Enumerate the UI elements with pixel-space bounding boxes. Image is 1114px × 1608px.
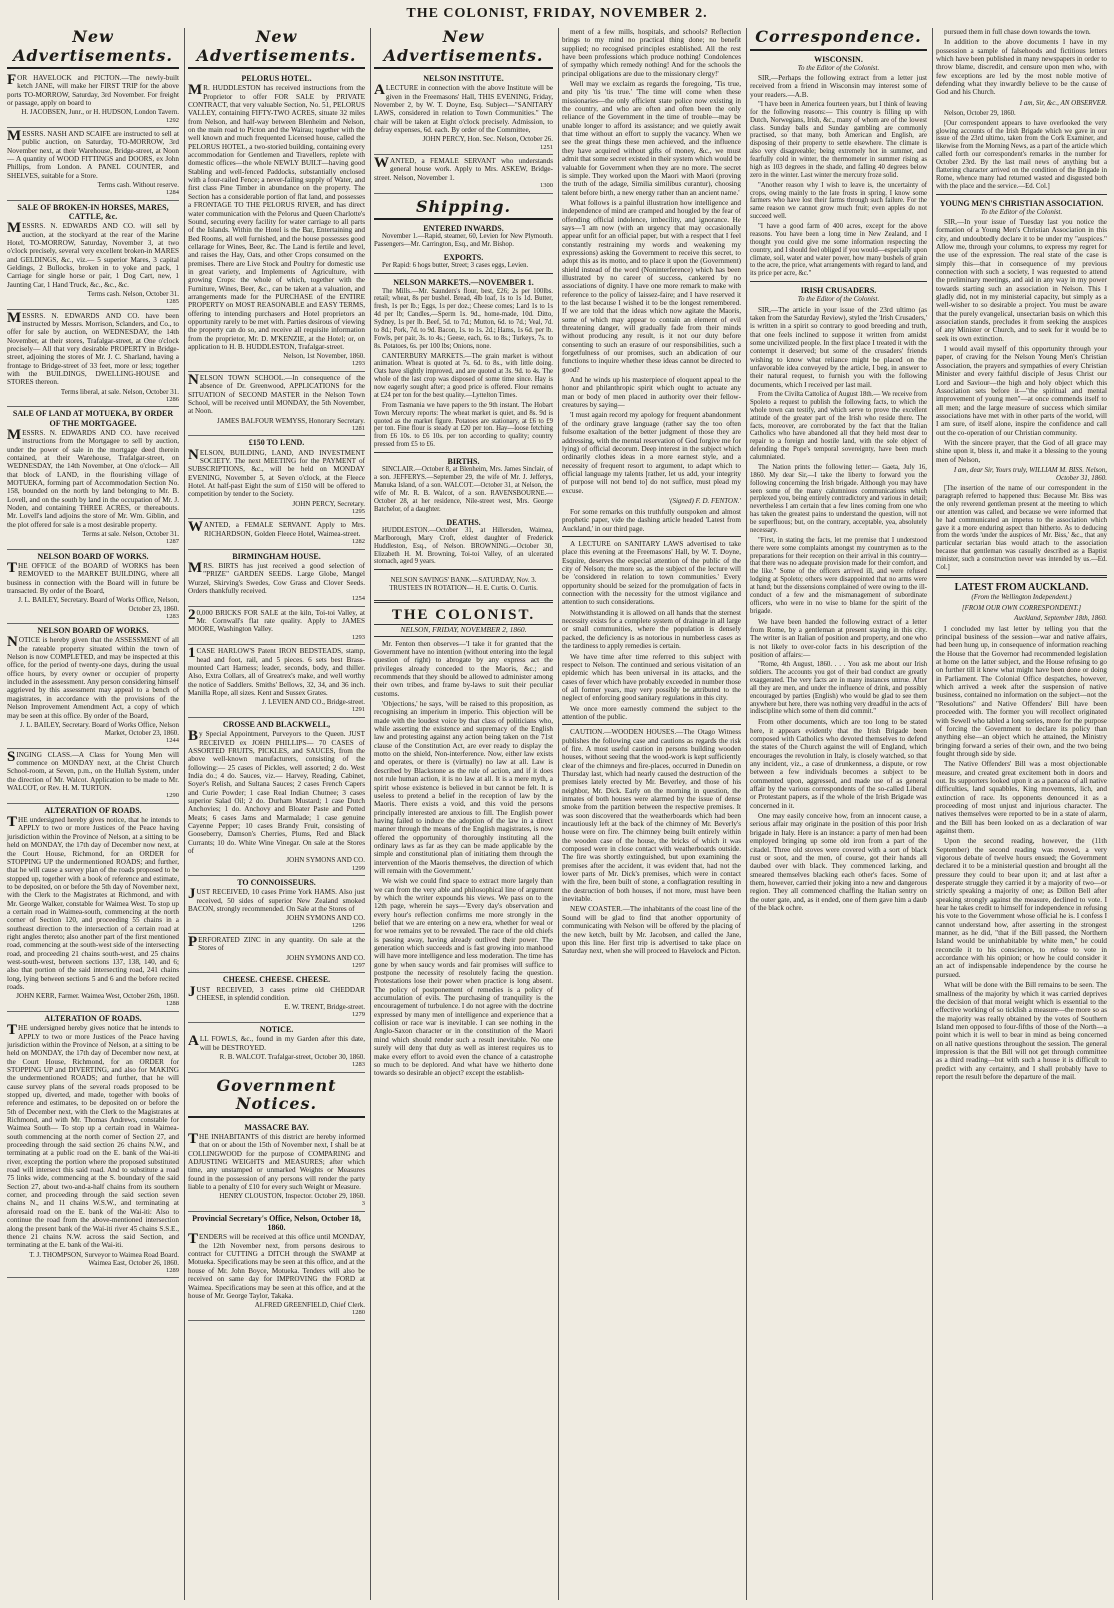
ad-number: 1289 [166, 1266, 179, 1274]
sanitary-lecture-p2: Notwithstanding it is allowed on all hands that the sternest necessity exists for a complete system of drainage in all large or small communities, where the population is densely packed, the deficiency is as notorious in numberless cases as the tardiness to apply remedies is certain. [562, 608, 741, 651]
ad-signature: JAMES BALFOUR WEMYSS, Honorary Secretary. [217, 416, 365, 425]
ad-title: NOTICE. [259, 1024, 294, 1034]
ad-number: 1280 [352, 1309, 365, 1317]
markets-text: The Mills.—Mr. Saunders's flour, best, £26; 2s per 100lbs. retail; wheat, 8s per bushel. Bread, 4lb loaf, 1s to 1s 1d. Butter, fresh, 1s per lb.; Eggs, 1s per doz.; Cheese comes; Lard 1s to 1s 4d per lb; Candles,—Sperm 1s. 9d., home-made, 10d. Ditto, Sydney, 1s per lb. Beef, 5d. to 7d.; Mutton, 6d. to 7d.; Veal, 7d. to 8d.; Pork, 7d. to 9d. Bacon, 1s. to 1s. 2d.; Hams, 1s 6d. per lb. Fowls, per pair, 3s. to 4s.; Geese, each, 6s. to 8s.; Turkeys, 7s. to 8s. Potatoes, 6s. per 100 lbs; Onions, none. [374, 287, 553, 350]
ad-signature: R. B. WALCOT. Trafalgar-street, October 30, 1860. [219, 1052, 365, 1061]
ad-body: MESSRS. N. EDWARDS AND CO. have been instructed by Messrs. Morrison, Sclanders, and Co., to offer for sale by auction, on WEDNESDAY, the 14th November, at their stores, Trafalgar-street, at One o'clock precisely— All that very desirable PROPERTY in Bridge-street, adjoining the stores of Mr. J. C. Sharland, having a frontage to Bridge-street of 33 feet, more or less; together with the BUILDINGS, DWELLING-HOUSE and STORES thereon. [7, 309, 179, 387]
advertisement [188, 973, 365, 1023]
auckland-correspondent: [FROM OUR OWN CORRESPONDENT.] [961, 603, 1082, 612]
ad-signature: HENRY CLOUSTON, Inspector. October 29, 1860. [219, 1192, 365, 1201]
editorial-c4: And he winds up his masterpiece of eloquent appeal to the honor and philanthropic spirit which ought to actuate any man or body of men placed in authority over their fellow-creatures by saying— [562, 376, 741, 410]
ad-body: THE undersigned hereby gives notice, that he intends to APPLY to two or more Justices of the Peace having jurisdiction within the Province of Nelson, at a sitting to be held on MONDAY, the 17th day of December now next, at the Court House, Richmond, for an ORDER for STOPPING UP the undermentioned ROADS; and further, that he will cause a survey plan of the roads proposed to be stopped up, together with a book of reference and estimate, to be deposited, on or before the 5th day of November next, with the Clerk to the Magistrates at Richmond, and with Mr. George Walker, constable for Waimea West. To stop up a certain road in Waimea-south, commencing at the north corner of Section 120, and proceeding 55 chains in a southeast direction to the intersection of a certain road at right angles thereto; also another part of the first mentioned road, commencing at the south-west side of the intersecting road, and proceeding 21 chains south-west, and 25 chains west-south-west, between sections 137, 138, 140, and 6; also that portion of the said intersecting road, 241 chains long, lying between sections 5 and 6 and the before recited roads. [7, 814, 179, 991]
auckland-p4: What will be done with the Bill remains to be seen. The smallness of the majority by which it was carried deprives the decision of that moral weight which is essential to the effective working of so ticklish a measure—the more so as the majority was really obtained by the votes of Southern Island men opposed to four-fifths of those of the North—a point which it is well to bear in mind as being concerned on all native questions throughout the session. The general impression is that the Bill will not get through committee as a third reading—but with such a house it is difficult to predict with any certainty, and I shall probably have to report the result before the departure of the mail. [936, 981, 1107, 1081]
advertisement [7, 804, 179, 1012]
irish-p2: From the Civilta Cattolica of August 18th.— We receive from Spoleto a request to publish the following facts, to which the whole town can testify, and which serve to prove the excellent attitude of the greater part of the Irish who reside there. The facts, moreover, are corroborated by the fact that the Italian Catholics who have abandoned all that they held most dear to repair to a foreign and hostile land, with the sole object of defending the Pope's temporal sovereignty, have been much calumniated. [750, 391, 927, 462]
ad-signature: JOHN PERCY, Secretary. [292, 499, 365, 508]
ad-signature: JOHN SYMONS AND CO. [286, 953, 365, 962]
entered-title: ENTERED INWARDS. [423, 224, 504, 234]
column-6 [932, 28, 1110, 1600]
caution-wooden-houses: CAUTION.—WOODEN HOUSES.—The Otago Witness publishes the following case and cautions as regards the risk of fire. A most useful caution in persons building wooden houses, without seeing that the wood-work is kept sufficiently clear of the chimneys and fire-places, occurred in Dunedin on Thursday last, which had nearly caused the destruction of the premises lately erected by Mr. Beverley, and those of his neighbor, Mr. Dick. Early on the morning in question, the inmates of both houses were alarmed by the issue of dense smoke from the partition between the respective premises. It was soon discovered that the weatherboards which had been incautiously left at the back of the chimney of Mr. Beverly's house were on fire. The chimney being built entirely within the wooden case of the house, the bricks of which it was composed were in close contact with weatherboards outside. The fire was shortly extinguished, but upon examining the premises after the accident, it was evident that, had not the lower parts of Mr. Dick's premises, which were in contact with the fire, been built of stone, a conflagration resulting in the destruction of both houses, if not more, must have been inevitable. [562, 728, 741, 904]
new-ads-header: New Advertisements. [7, 28, 179, 69]
sanitary-lecture-p4: We once more earnestly commend the subject to the attention of the public. [562, 704, 741, 721]
ad-number: 1279 [352, 1011, 365, 1019]
sanitary-lecture-p1: A LECTURE on SANITARY LAWS advertised to take place this evening at the Freemasons' Hall, by W. T. Doyne, Esquire, deserves the especial attention of the public of the city of Nelson; the more so, as the subject of the lecture will be 'considered in relation to town communities.' Every opportunity should be seized for the promulgation of facts in connection with the necessity for the utmost vigilance and attention to such considerations. [562, 540, 741, 607]
auckland-date: Auckland, September 18th, 1860. [1014, 613, 1107, 622]
ad-body: JUST RECEIVED, 10 cases Prime York HAMS. Also just received, 50 sides of superior New Zealand smoked BACON, strongly recommended. On Sale at the Stores of [188, 886, 365, 913]
ad-list [374, 72, 553, 194]
observer-p2: In addition to the above documents I have in my possession a sample of falsehoods and fictitious letters which have been published in many newspapers in order to throw blame, discredit, and censure upon men who, with few exceptions are led by the most noble motive of defending what they inwardly believe to be the cause of God and his Church. [936, 38, 1107, 97]
shipping-header: Shipping. [374, 198, 553, 221]
ad-body: By Special Appointment, Purveyors to the Queen. JUST RECEIVED ex JOHN PHILLIPS— 70 CASES of ASSORTED FRUITS, PICKLES, and SAUCES, from the above well-known manufacturers, consisting of the following:— 25 cases of Pickles, well assorted; 2 do. West India do.; 4 do. Sauces, viz.— Harvey, Reading, Cabinet, Soyer's Relish, and Sultana Sauces; 2 cases French Capers and Curie Powder; 1 case Real Indian Chutnee; 3 cases superior Salad Oil; 2 do. Durham Mustard; 1 case Dutch Anchovies; 1 do. Anchovy and Bloater Paste and Potted Meats; 6 cases Jams and Marmalade; 1 case genuine Cayenne Pepper; 10 cases Brandy Fruit, consisting of Gooseberry, Damson's Cherries, Plums, Red and Black Currants; 10 do. White Wine Vinegar. On sale at the Stores of [188, 728, 365, 856]
ad-title: CHEESE. CHEESE. CHEESE. [222, 975, 331, 985]
ad-signature: J. L. BAILEY, Secretary. Board of Works Office, Nelson, October 23, 1860. [18, 596, 179, 613]
births-title: BIRTHS. [447, 457, 480, 467]
ymca-p2: I would avail myself of this opportunity through your paper, of craving for the Nelson Young Men's Christian Association, the prayers and sympathies of every Christian Minister and every faithful disciple of Jesus Christ our Lord and Saviour—the high and holy object which this Association sets before it—"the spiritual and mental improvement of young men"—at once commends itself to all men; and the large measure of success which similar associations have met with in other parts of the world, will I am sure, of itself alone, inspire the confidence and call out the co-operation of our Christian community. [936, 345, 1107, 437]
masthead: THE COLONIST, FRIDAY, NOVEMBER 2. [406, 6, 708, 21]
ad-body: NELSON, BUILDING, LAND, AND INVESTMENT SOCIETY. The next MEETING for the PAYMENT of SUBSCRIPTIONS, &c., will be held on MONDAY EVENING, November 5, at Seven o'clock, at the Fleece Hotel. At half-past Eight the sum of £150 will be offered to competition by tender to the Society. [188, 446, 365, 499]
advertisement [188, 645, 365, 718]
editorial-c6: For some remarks on this truthfully outspoken and almost prophetic paper, vide the dashing article headed 'Latest from Auckland,' in our third page. [562, 508, 741, 533]
ad-number: 1283 [166, 612, 179, 620]
new-coaster: NEW COASTER.—The inhabitants of the coast line of the Sound will be glad to find that another opportunity of communicating with Nelson will be offered by the placing of the new ketch, built by Mr. Jacobsen, and called the Jane, upon this line. Her first trip is advertised to take place on Saturday next, when she will proceed to Havelock and Picton. [562, 905, 741, 956]
ad-number: 1299 [352, 864, 365, 872]
ymca-signature: I am, dear Sir, Yours truly, WILLIAM M. BISS. Nelson, October 31, 1860. [953, 465, 1107, 483]
observer-p1: pursued them in full chase down towards the town. [944, 28, 1091, 36]
ad-body: MESSRS. N. EDWARDS AND CO. have received instructions from the Mortgagee to sell by auction, under the power of sale in the mortgage deed therein contained, at their Warehouse, Trafalgar-street, on WEDNESDAY, the 14th November, at One o'clock— All that block of LAND, in the flourishing village of MOTUEKA, forming part of Accommodation Section No. 158, bounded on the north by land belonging to Mr. B. Lovell, and on the south by land in the occupation of Mr. J. Noden, and containing THREE ACRES, or thereabouts. Mr. Lovell's land adjoins the store of Mr. Wm. Giblin, and the plot offered for sale is a most desirable property. [7, 427, 179, 529]
exports-title: EXPORTS. [443, 253, 484, 263]
ad-signature: T. J. THOMPSON, Surveyor to Waimea Road Board. Waimea East, October 26, 1860. [29, 1250, 179, 1267]
ymca-editor-note: [The insertion of the name of our correspondent in the paragraph referred to happened thus: Because Mr. Biss was the only reverend gentleman present at the meeting to which our attention was called, and because we were informed that he had communicated an impetus to the association which gave it a more enduring aspect than hitherto. As to deducing from the words 'under the auspices of Mr. Biss,' &c., that any particular sectarian bias would attach to the association because that gentleman was casually described as a Baptist minister, such a construction never was intended by us.—Ed. Col.] [936, 485, 1107, 571]
irish-p5: We have been handed the following extract of a letter from Rome, by a gentleman at present staying in this city. The writer is an Italian of position and property, and one who is not likely to over-color facts in his description of the position of affairs:— [750, 617, 927, 659]
exports-text: Per Rapid: 6 hogs butter, Street; 3 cases eggs, Levien. [382, 262, 529, 270]
ad-signature: JOHN PERCY, Hon. Sec. Nelson, October 26. [422, 135, 553, 144]
ad-signature: Terms liberal, at sale. Nelson, October 31. [60, 387, 179, 396]
ad-number: 1244 [166, 737, 179, 745]
column-2 [184, 28, 368, 1600]
auckland-title: LATEST FROM AUCKLAND. [954, 581, 1089, 593]
ad-number: 1287 [166, 538, 179, 546]
column-3 [370, 28, 556, 1600]
ad-title: NELSON INSTITUTE. [423, 74, 504, 84]
editorial-signature: '(Signed) F. D. FENTON.' [668, 496, 741, 505]
ad-number: 1251 [540, 143, 553, 151]
ymca-title: YOUNG MEN'S CHRISTIAN ASSOCIATION. [939, 198, 1104, 208]
ad-body: JUST RECEIVED, 3 cases prime old CHEDDAR CHEESE, in splendid condition. [188, 983, 365, 1002]
ad-title: ALTERATION OF ROADS. [44, 1013, 142, 1023]
ad-number: 1254 [352, 595, 365, 603]
ad-body: 20,000 BRICKS FOR SALE at the kiln, Toi-toi Valley, at Mr. Cornwall's flat rate quality. Apply to JAMES MOORE, Washington Valley. [188, 606, 365, 634]
ad-signature: Terms at sale. Nelson, October 31. [82, 530, 179, 539]
irish-p3: The Nation prints the following letter:— Gaeta, July 16, 1860. My dear Sir,—I take the liberty to forward you the following concerning the Irish brigade. Although you may have seen some of the many calumnious communications which perplexed you, being entirely contradictory and various in detail; nevertheless I am certain that a few lines coming from one who has taken the greatest pains to understand the question, will not be superfluous; but, on the contrary, acceptable, yea, absolutely necessary. [750, 463, 927, 534]
ad-number: 1295 [352, 507, 365, 515]
ad-title: TO CONNOISSEURS. [237, 878, 316, 888]
ad-body: WANTED, a FEMALE SERVANT who understands general house work. Apply to Mrs. ASKEW, Bridge-street. Nelson, November 1. [374, 155, 553, 182]
new-ads-header-3: New Advertisements. [374, 28, 553, 69]
ad-number: 3 [361, 1200, 365, 1208]
irish-sub: To the Editor of the Colonist. [797, 295, 880, 304]
ad-title: CROSSE AND BLACKWELL, [222, 719, 331, 729]
ad-signature: ALFRED GREENFIELD, Chief Clerk. [254, 1301, 365, 1310]
paper-date: NELSON, FRIDAY, NOVEMBER 2, 1860. [374, 624, 553, 637]
wisconsin-title: WISCONSIN. [814, 54, 863, 64]
advertisement [188, 1121, 365, 1212]
sanitary-lecture-p3: We have time after time referred to this subject with respect to Nelson. The continued and serious visitation of an epidemic which has been universal in its attacks, and the cases of fever which have probably exceeded in number those of all former years, may very possibly be attributed to the neglect of enforcing good sanitary regulations in this city. [562, 652, 741, 703]
irish-p7: From other documents, which are too long to be stated here, it appears evidently that the Irish Brigade been composed with Catholics who devoted themselves to defend the states of the Church against the will of England, which encourages the revolution in Italy, is closely watched, so that any incident, viz., a case of drunkenness, a dispute, or row between a few individuals becomes a subject to be commented upon, aggressed, and made use of as general affair by the various correspondents of the so-called Liberal or Protestant papers, as if the whole of the Irish Brigade was concerned in it. [750, 718, 927, 810]
auckland-p2: The Native Offenders' Bill was a most objectionable measure, and created great excitement both in doors and out. Its supporters looked upon it as a panacea of all native difficulties, land squabbles, King movements, lich, and extinction of race. Its opponents denounced it as a proceeding of most unjust and injurious character. The natives themselves were reported to be in a state of alarm, and the Bill has been looked on as a declaration of war against them. [936, 760, 1107, 835]
advertisement [374, 72, 553, 155]
editorial-p2: 'Objections,' he says, 'will be raised to this proposition, as recognising an imperium in imperio. This objection will be made with the loudest voice by that class of politicians who, while asserting the existence and supremacy of the English law and protesting against any action being taken on the 71st clause of the Constitution Act, are ever ready to display the motto on the shield, Non-interference. Now, either law exists and operates, or there is (virtually) no law at all. Law is described by Blackstone as the rule of action, and if it does not rule human action, it is no law at all. It is a mere myth, a spirit whose existence is believed in but cannot be felt. It is useless to pretend a belief in the reception of law by the Maoris. There exists a void, and this void the persons principally interested are anxious to fill. The English power having failed to induce the adoption of the law in a direct manner through the means of the English magistrates, is now offered the opportunity of thoroughly instituting all the ordinary laws as far as they can be made applicable by the simple and constitutional plan of initiating them through the intervention of the Maoris themselves, the direction of which will remain with the Government.' [374, 700, 553, 875]
advertisement [188, 1023, 365, 1073]
ad-number: 1300 [540, 182, 553, 190]
gov-list [188, 1121, 365, 1321]
advertisement [188, 550, 365, 607]
advertisement [7, 407, 179, 549]
advertisement [7, 749, 179, 804]
ad-number: 1290 [166, 792, 179, 800]
advertisement [188, 607, 365, 646]
column-1 [4, 28, 182, 1600]
ad-body: THE OFFICE of the BOARD of WORKS has been REMOVED to the MARKET BUILDING, where all business in connection with the Board will in future be transacted. By order of the Board, [7, 560, 179, 596]
ad-body: TENDERS will be received at this office until MONDAY, the 12th November next, from persons desirous to contract for CUTTING a DITCH through the SWAMP at Motueka. Specifications may be seen at this office, and at the house of Mr. John Boyce, Motueka. Tenders will also be received on same day for IMPROVING the FORD at Waimea. Specifications may be seen at this office, and at the house of Mr. George Taylor, Takaka. [188, 1231, 365, 1300]
irish-p1: SIR,—The article in your issue of the 23rd ultimo (as taken from the Saturday Review), styled the 'Irish Crusaders,' is written in a spirit so contrary to good breeding and truth, that one feels inclined to suppose it written from amidst some uncivilized people. In the first place I treated it with the contempt it deserved; but some of the crusaders' friends wishing to know what reliance might be placed on the unfavorable idea conveyed by the article, I beg, in answer to their natural request, to furnish you with the following documents, which I received per last mail. [750, 305, 927, 389]
ad-number: 1296 [352, 922, 365, 930]
ad-number: 1284 [166, 189, 179, 197]
column-4 [558, 28, 744, 1600]
ad-body: PERFORATED ZINC in any quantity. On sale at the Stores of [188, 933, 365, 953]
advertisement [7, 201, 179, 310]
births-text: SINCLAIR.—October 8, at Blenheim, Mrs. James Sinclair, of a son. JEFFERYS.—September 29, the wife of Mr. J. Jefferys, Manuka Island, of a son. WALCOT.—October 31, at Nelson, the wife of Mr. R. B. Walcot, of a son. RAVENSBOURNE.—October 28, at her residence, Nile-street west, Mrs. George Batchelor, of a daughter. [374, 466, 553, 513]
ad-signature: Terms cash. Nelson, October 31. [87, 290, 179, 299]
wisconsin-p1: SIR,—Perhaps the following extract from a letter just received from a friend in Wisconsin may interest some of your readers.—A.B. [750, 73, 927, 99]
ad-number: 1288 [166, 1000, 179, 1008]
tasmania-markets: From Tasmania we have papers to the 9th instant. The Hobart Town Mercury reports: The wheat market is quiet, and 8s. 9d is quoted as the market figure. Potatoes are stationary, at £6 to £9 per ton. Fine flour is steady at £20 per ton. Hay—loose fetching from £6 10s. to £6 10s. per ton according to quality; country pressed from £5 to £6. [374, 401, 553, 449]
ad-signature: JOHN SYMONS AND CO. [286, 914, 365, 923]
ad-signature: Nelson, 1st November, 1860. [283, 352, 365, 361]
ad-number: 1281 [352, 424, 365, 432]
ad-title: NELSON BOARD OF WORKS. [37, 626, 149, 636]
ad-signature: JOHN KERR, Farmer. Waimea West, October 26th, 1860. [16, 992, 179, 1001]
editorial-c5: 'I must again record my apology for frequent abandonment of the ordinary grave language (rather say the too often fulsome exaltation of the better judgment of those they are addressing, with the mental reservation of God forgive me for lying) of official decorum. Deep interest in the subject which ordinarily clothes ideas in a more earnest style, and a necessity of frequent resort to argument, to adapt which to official language my talents [rather, let us add, your integrity of purpose will not bend to] do not suffice, must plead my excuse. [562, 411, 741, 495]
new-ads-header-2: New Advertisements. [188, 28, 365, 69]
advertisement [7, 72, 179, 128]
advertisement [188, 934, 365, 973]
auckland-p3: Upon the second reading, however, the (11th September) the second reading was moved, a very vigorous debate of twelve hours ensued; the Government declared it to be a ministerial question and brought all the pressure they could to bear upon it; and at last after a desperate struggle they carried it by a majority of two—or strictly speaking a majority of one; as Dillon Bell after speaking strongly against the measure, declined to vote. I hear he takes credit to himself for independence in refusing his vote to the Government whose official he is. I confess I cannot understand how, after asserting in the strongest manner, as he did, "that if the Bill passed, the Northern Island would be uninhabitable by white men," he could reconcile it to his conscience, to refuse to vote in accordance with his opinion; or how he could consider it an act of indispensable independence by the course he pursued. [936, 837, 1107, 979]
ad-body: THE undersigned hereby gives notice that he intends to APPLY to two or more Justices of the Peace having jurisdiction within the Province of Nelson, at a sitting to be held on MONDAY, the 17th day of December now next, at the Court House, Richmond, for an ORDER for STOPPING UP and DIVERTING, and also for MAKING the undermentioned ROADS; and further, that he will cause survey plans of the several roads proposed to be stopped up, diverted, and made, together with books of reference and estimates, to be deposited on or before the 5th of December next, with the Clerk to the Magistrates at Richmond, and with Mr. Thomas Andrews, constable for Waimea South— To stop up a certain road in Waimea-south commencing at the north corner of Section 27, and proceeding through the said section 26 chains N.W., and terminating at a public road on the E. bank of the Wai-iti river, excepting the portion where the proposed substituted road will intersect this said road. And to substitute a road 75 links wide, commencing at the S. boundary of the said Section 27, about two-and-a-half chains from its southern corner, and proceeding through the said section seven chains N., and 11 chains W.S.W., and terminating at aforesaid road on the E. bank of the Wai-iti: Also to continue the road from the above-mentioned intersection along the present bank of the Wai-iti river 45 chains S.S.E., thence 21 chains N.W. across the said Section, and terminating at the E. bank of the Wai-iti. [7, 1022, 179, 1250]
wisconsin-p3: "Another reason why I wish to leave is, the uncertainty of crops, owing mainly to the late frosts in spring. I know some farmers who have lost their farms through such failure. For the same reason we cannot grow much fruit; even apples do not succeed well. [750, 181, 927, 221]
ad-title: ALTERATION OF ROADS. [44, 805, 142, 815]
deaths-text: HUDDLESTON.—October 31, at Hillersden, Waimea, Marlborough, Mary Croft, eldest daughter of Frederick Huddleston, Esq., of Nelson. BROWNING.—October 30, Elizabeth H. M. Browning, Toi-toi Valley, of an ulcerated stomach, aged 9 years. [374, 526, 553, 566]
ad-signature: H. JACOBSEN, Junr., or H. HUDSON, London Tavern. [21, 108, 179, 117]
advertisement [188, 519, 365, 549]
ad-body: SINGING CLASS.—A Class for Young Men will commence on MONDAY next, at the Christ Church School-room, at Seven, p.m., on the Hullah System, under the direction of Mr. Walcot. Application to be made to Mr. WALCOT, or Rev. H. M. TURTON. [7, 748, 179, 792]
ad-title: PELORUS HOTEL. [241, 74, 312, 84]
ad-title: NELSON BOARD OF WORKS. [37, 551, 149, 561]
ad-body: MRS. BIRTS has just received a good selection of "PRIZE" GARDEN SEEDS. Large Globe, Mangel Wurzel, Skirving's Swedes, Cow Grass and Clover Seeds. Orders thankfully received. [188, 559, 365, 595]
ad-signature: JOHN SYMONS AND CO. [286, 856, 365, 865]
ymca-p1: SIR,—In your issue of Tuesday last you notice the formation of a Young Men's Christian Association in this city, and undoubtedly declare it to be under my "auspices." Allow me, through your columns, to express my regret for the use of the expression. The real state of the case is simply this—that in consequence of my previous connection with such a society, I was requested to attend the preliminary meetings, and aid in any way in my power towards starting such an association in Nelson. This I gladly did, not in my ministerial capacity, but simply as a well-wisher to so desirable a project. You must be aware that the purely evangelical, unsectarian basis on which this association stands, precludes it from seeking the auspices of any Minister or Church, and to seek for it would be to seek its own extinction. [936, 217, 1107, 343]
column-5 [746, 28, 930, 1600]
wisconsin-p2: "I have been in America fourteen years, but I think of leaving for the following reasons:— This country is filling up with Dutch, Norwegians, Irish, &c., many of whom are of the lowest class. Sunday balls and Sunday gambling are commonly practised, so that many, both American and English, are disposing of their property to settle elsewhere. The climate is also very disagreeable; being extremely hot in summer, and fearfully cold in winter, the thermometer in summer rising as high as 103 degrees in the shade, and falling 40 degrees below zero in the winter. Last winter the mercury froze solid. [750, 100, 927, 179]
ad-signature: E. W. TRENT, Bridge-street. [284, 1003, 365, 1012]
ad-number: 1297 [352, 961, 365, 969]
government-notices-header: Government Notices. [188, 1077, 365, 1118]
advertisement [188, 372, 365, 436]
ad-body: MESSRS. NASH AND SCAIFE are instructed to sell at public auction, on Saturday, TO-MORROW, 3rd November next, at their Warehouse, Bridge-street, at Noon— A quantity of WOOD FITTINGS and DOORS, ex John Phillips, from London. A PANEL COUNTER, and SHELVES, suitable for a Store. [7, 128, 179, 180]
irish-p8: One may easily conceive how, from an innocent cause, a serious affair may originate in the position of this poor Irish brigade in Italy. Here is an instance: a party of men had been employed bringing up some old iron from a part of the citadel. Three old stoves were covered with a sort of black rust or soot, and the men, of course, got their hands all daubed over with black. They commenced larking, and smeared themselves blacking each other's faces. Some of them, however, carried their joking into a new and dangerous region. They all commenced chaffing the Italian sentry on the outer gate, and, as it ended, one of them gave him a daub of the black ochre. [750, 812, 927, 912]
ad-body: NOTICE is hereby given that the ASSESSMENT of all the rateable property situated within the town of Nelson is now COMPLETED, and may be inspected at this office, for the period of twenty-one days, during the usual office hours, by every owner or occupier of property included in the assessment. Any person considering himself aggrieved by this assessment may appeal to a bench of magistrates, in accordance with the provisions of the Nelson Improvement Amendment Act, a copy of which may be seen at this office. By order of the Board, [7, 634, 179, 720]
ad-title: BIRMINGHAM HOUSE. [232, 551, 321, 561]
irish-p6: "Rome, 4th August, 1860. . . . You ask me about our Irish soldiers. The accounts you got of their bad conduct are greatly exaggerated. The very facts are in many instances untrue. After all they are men, and under the influence of drink, and possibly encouraged by parties (English) who would be glad to see them anywhere but here, there was nothing very dreadful in the acts of indiscipline which some of them did commit." [750, 661, 927, 716]
ad-title: SALE OF BROKEN-IN HORSES, MARES, CATTLE, &c. [17, 202, 169, 222]
advertisement [188, 718, 365, 876]
deaths-title: DEATHS. [446, 517, 481, 527]
ad-title: £150 TO LEND. [248, 438, 305, 448]
ymca-sub: To the Editor of the Colonist. [980, 207, 1063, 216]
editorial-c2: Well may we exclaim as regards the foregoing, 'Tis true, and pity 'tis 'tis true.' 'The time will come when these missionaries—the only efficient state police now existing in the country, and who are often and often been the only reliance of the Government in the time of trouble—may be unable longer to afford its assistance; and we quietly await that time without an effort to supply the vacancy. When we see the great things these men achieved, and the influence they have acquired without gifts of money, &c., we must admit that some secret existed in their system which would be valuable for Government when they are no more. The secret is simple. They worked upon the Maori with Maori (proving the truth of the adage, Similia similibus curantur), choosing talent before birth, a new energy rather than an ancient name.' [562, 80, 741, 197]
advertisement [7, 624, 179, 748]
wisconsin-sub: To the Editor of the Colonist. [797, 63, 880, 72]
ad-number: 1291 [352, 706, 365, 714]
ad-signature: J. L. BAILEY, Secretary. Board of Works Office, Nelson Market, October 23, 1860. [20, 720, 179, 737]
ad-signature: J. LEVIEN AND CO., Bridge-street. [261, 698, 365, 707]
ad-signature: Terms cash. Without reserve. [97, 181, 179, 190]
observer-signature: I am, Sir, &c., AN OBSERVER. [1019, 98, 1107, 107]
auckland-p1: I concluded my last letter by telling you that the principal business of the session—war and native affairs, had been hung up, in consequence of information reaching the House that the Governor had recommended legislation at home on the latter subject, and the House refusing to go on further till it knew what might have been done or doing in Parliament. The Colonial Office despatches, however, which arrived a week after the suspension of native business, contained no information on the subject—not the "Resolutions" and Native Offenders' Bill have been proceeded with. The former you will recollect originated with Sewell who tabled a long series, more for the purpose of forcing the Government to declare its policy than anything else—an object which he attained, the Ministry bringing forward a series of their own, and the two being fought through side by side. [936, 624, 1107, 758]
ad-number: 1286 [166, 395, 179, 403]
observer-editor-note: [Our correspondent appears to have overlooked the very glowing accounts of the Irish Brigade which we gave in our issue of the 23rd ultimo, taken from the Cork Examiner, and likewise from the Morning News, as a part of the article which called forth our correspondent's remarks in the number for October 23rd. By the last mail news of anything but a flattering character arrived on the condition of the Brigade in Rome, whence many had returned wasted and disgusted both with the place and the service.—Ed. Col.] [936, 119, 1107, 190]
advertisement [7, 550, 179, 624]
editorial-c3: What follows is a painful illustration how intelligence and independence of mind are cramped and hougled by the fear of offending official indolence, imbecility, and ignorance. He says—'I am now (with an urgency that may occasionally appear unfit for an official paper, but with a respect that I feel constantly restraining my words and weakening my expressions) asking the Government to receive this secret, to adopt this as its motto, and to place it upon the (Government) shield instead of the word (Noninterference) which has been illustrated by no career of success, cankered by no associations of dignity. I have one more remark to make with reference to the policy of laissez-faire; and I have reserved it to the last because I wished it to be the longest remembered. If we are told that the ideas which now agitate the Maoris, some of which may appear to contain an element of evil threatening danger, will gradually fade from their minds without producing any result, is it not our duty before consenting to such an erasure of our responsibilities, such a forgetfulness of our promises, such an abdication of our functions to inquire whether these ideas cannot be directed to good? [562, 198, 741, 374]
auckland-source: (From the Wellington Independent.) [971, 593, 1072, 602]
editorial-c1: ment of a few mills, hospitals, and schools? Reflection brings to my mind no practical thing done; no benefit supplied; no recognised principles established. All the rest have been professions which produce nothing! Condolences of sympathy which remedy nothing! And for the schools the principal obligations are due to the missionary clergy!' [562, 28, 741, 78]
markets-title: NELSON MARKETS.—NOVEMBER 1. [393, 278, 534, 288]
ymca-p3: With the sincere prayer, that the God of all grace may shine upon it, bless it, and make it a blessing to the young men of Nelson, [936, 438, 1107, 464]
entered-text: November 1.—Rapid, steamer, 60, Levien for New Plymouth. Passengers—Mr. Carrington, Esq., and Mr. Bishop. [374, 233, 553, 249]
ad-body: NELSON TOWN SCHOOL.—In consequence of the absence of Dr. Greenwood, APPLICATIONS for the SITUATION of SECOND MASTER in the Nelson Town School, will be received until MONDAY, the 5th November, at Noon. [188, 372, 365, 416]
irish-title: IRISH CRUSADERS. [800, 286, 877, 296]
ad-title: Provincial Secretary's Office, Nelson, October 18, 1860. [192, 1213, 361, 1233]
ad-body: ALECTURE in connection with the above Institute will be given in the Freemasons' Hall, THIS EVENING, Friday, November 2, by W. T. Doyne, Esq. Subject—"SANITARY LAWS, considered in relation to Town Communities." The chair will be taken at Eight o'clock precisely. Admission, to defray expenses, 6d. each. By order of the Committee, [374, 82, 553, 135]
irish-p4: "First, in stating the facts, let me premise that I understood there were some complaints amongst my countrymen as to the preparations for their reception on their arrival in this country—that there was no adequate provision made for their comfort, and the like." Some of the officers arrived ill, and were refused lodging at Spoleto; others were disappointed that no arms were at hand; but the dissensions complained of were owing to the ill-conduct of a few and the mismanagement of subordinate officers, who were in no wise to blame for the spirit of the brigade. [750, 536, 927, 615]
advertisement [188, 876, 365, 934]
ad-body: WANTED, a FEMALE SERVANT. Apply to Mrs. RICHARDSON, Golden Fleece Hotel, Waimea-street. [188, 519, 365, 538]
ad-body: 1CASE HARLOW'S Patent IRON BEDSTEADS, stamp, head and foot, rail, and 5 pieces. 6 sets best Brass-mounted Cart Harness; leader, seconds, body, and thiller. Also, Extra Collars, all of Greatrex's make, and well worthy the notice of Saddlers. Smiths' Bellows, 32, 34, and 36 inch. Manilla Rope, all sizes. Kent and Sussex Grates. [188, 645, 365, 697]
advertisement [7, 1012, 179, 1278]
advertisement [7, 128, 179, 201]
paper-title: THE COLONIST. [391, 606, 536, 623]
ad-number: 1285 [166, 298, 179, 306]
correspondence-header: Correspondence. [750, 28, 927, 51]
ad-number: 1293 [352, 360, 365, 368]
ad-body: THE INHABITANTS of this district are hereby informed that on or about the 15th of November next, I shall be at COLLINGWOOD for the purpose of COMPARING and ADJUSTING WEIGHTS and MEASURES; after which time, any unstamped or unmarked Weights or Measures found in the possession of any persons will render the party liable to a penalty of £10 for every such Weight or Measure. [188, 1130, 365, 1191]
ad-number: 1282 [352, 538, 365, 546]
ad-list [7, 72, 179, 1278]
ad-number: 1293 [352, 633, 365, 641]
ad-number: 1283 [352, 1060, 365, 1068]
advertisement [374, 155, 553, 194]
ad-body: FOR HAVELOCK and PICTON.—The newly-built ketch JANE, will make her FIRST TRIP for the above ports TO-MORROW, Saturday, 3rd November. For freight or passage, apply on board to [7, 72, 179, 108]
ad-body: ALL FOWLS, &c., found in my Garden after this date, will be DESTROYED. [188, 1033, 365, 1052]
editorial-p1: Mr. Fenton then observes—'I take it for granted that the Government have no intention (without entering into the legal question of right) to abrogate by any express act the privileges already conceded to the Maoris, &c.; and recommends that they should be allowed to administer among their own tribes, and frame by-laws to suit their peculiar customs. [374, 639, 553, 698]
savings-bank: NELSON SAVINGS' BANK.—SATURDAY, Nov. 3. TRUSTEES IN ROTATION— H. E. Curtis. O. Curtis. [389, 577, 538, 592]
ad-list [188, 72, 365, 1072]
advertisement [7, 310, 179, 408]
editorial-p3: We wish we could find space to extract more largely than we can from the very able and philosophical line of argument by which the writer expounds his views. We pass on to the 12th page, wherein he says—'Every day's observation and every hour's reflection confirms me more strongly in the belief that we are entering on a new era, whether for weal or for woe remains yet to be revealed. The race of the old chiefs is passing away, having already outlived their power. The generation which succeeds and is fast growing into manhood will have more intelligence and less moderation. The time has gone by when saucy words and fair promises will suffice to postpone the necessity of resolutely facing the question. Protestations lose their power when practice is long absent. The policy of postponement of remedies is a policy of accumulation of evils. The purchasing of tranquility is the encouragement of turbulence. I do not agree with the doctrine expressed by many men of intelligence and experience that a collision or race war is inevitable. I can see nothing in the Anglo-Saxon character or in the constitution of the Maori mind which should render such a result inevitable. No one surely will deny that duty as well as interest requires us to make every effort to avoid even the chance of a catastrophe so much to be deplored. And what have we hitherto done towards so desirable an object? except the establish- [374, 877, 553, 1078]
ad-number: 1292 [166, 116, 179, 124]
ad-body: MESSRS. N. EDWARDS AND CO. will sell by auction, at the stockyard at the rear of the Marine Hotel, TO-MORROW, Saturday, November 3, at two o'clock precisely, several very excellent broken-in MARES and GELDINGS, &c., viz.— 5 superior Mares, 3 capital Geldings, 2 Bullocks, broken in to yoke and pack, 1 Carriage for single horse or pair, 1 Dog Cart, new, 1 Jaunting Car, 1 Hand Truck, &c., &c., &c. [7, 220, 179, 289]
ad-body: MR. HUDDLESTON has received instructions from the Proprietor to offer FOR SALE by PRIVATE CONTRACT, that very valuable Section, No. 51, PELORUS VALLEY, containing FIFTY-TWO ACRES, situate 32 miles from Nelson, and half-way between Blenheim and Nelson, on the main road to Picton and the Wairau; together with the well known and much frequented Licensed house, called the PELORUS HOTEL, a two-storied building, containing every accommodation for Gentlemen and Travellers, replete with domestic offices—the whole NEWLY BUILT—having good Stabling and well-fenced Paddocks, substantially enclosed with a four-railed Fence; a never-failing supply of Water, and first class Pine Timber in abundance on the property. The Section has a considerable portion of flat land, and possesses a FRONTAGE TO THE PELORUS RIVER, and has direct water communication with the Pelorus and Queen Charlotte's Sound, securing every facility for water carriage to all parts of the Islands. Within the Hotel is the Bar, Entertaining and Bed Rooms, all well furnished, and the house possesses good cellarage for Wines, Beer, &c. The Land is fertile and level, and raises the Hay, Oats, and other Crops consumed on the premises. There are Live Stock and Poultry for domestic use in great variety, and Implements of Agriculture, with growing Crops: the whole of which, together with the Furniture, Wines, Beer, &c., can be taken at a valuation, and arrangements made for the PURCHASE of the ENTIRE PROPERTY on MOST REASONABLE and EASY TERMS, offering to intending purchasers and Hotel proprietors an opportunity rarely to be met with. Parties desirous of viewing the property can do so, and receive all requisite information from the proprietor, Mr. D. M'KENZIE, at the Hotel; or, on application to H. B. HUDDLESTON, Trafalgar-street. [188, 82, 365, 352]
advertisement [188, 436, 365, 519]
advertisement [188, 1212, 365, 1321]
ad-title: SALE OF LAND AT MOTUEKA, BY ORDER OF THE MORTGAGEE. [12, 409, 174, 428]
wisconsin-p4: "I have a good farm of 400 acres, except for the above reasons. You have been a long time in New Zealand, and I thought you could give me some information respecting the country, and I should feel obliged if you would—especially upon climate, soil, water and water power, how many bushels of grain to the acre, the price, what arrangements with regard to land, and its price per acre, &c." [750, 223, 927, 278]
ad-title: MASSACRE BAY. [244, 1122, 309, 1132]
observer-date: Nelson, October 29, 1860. [944, 109, 1016, 117]
canterbury-markets: CANTERBURY MARKETS.—The grain market is without animation. Wheat is quoted at 7s. 6d. to 8s., with little doing. Oats have slightly improved, and are quoted at 3s. 9d. to 4s. The whole of the last crop was disposed of some time since. Hay is now eagerly sought after; a good price is offered. Flour remains at £24 per ton for the best quality.—Lyttelton Times. [374, 352, 553, 399]
advertisement [188, 72, 365, 372]
